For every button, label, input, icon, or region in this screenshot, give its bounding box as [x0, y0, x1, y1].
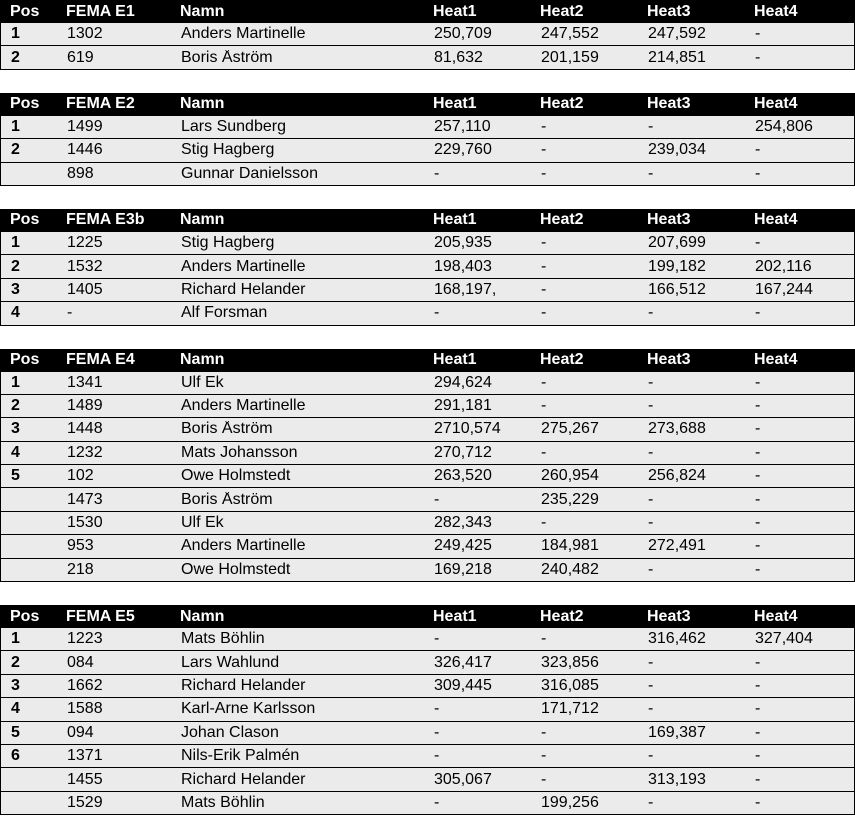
column-header-heat3: Heat3 [647, 352, 691, 369]
cell-namn: Richard Helander [181, 771, 306, 788]
cell-heat2: - [541, 515, 547, 532]
cell-namn: Boris Åström [181, 49, 273, 66]
cell-fema: 1530 [67, 515, 103, 532]
cell-namn: Boris Åström [181, 491, 273, 508]
cell-heat1: - [434, 701, 440, 718]
table-row [0, 512, 855, 535]
cell-namn: Ulf Ek [181, 515, 224, 532]
cell-heat2: 235,229 [541, 491, 599, 508]
column-header-pos: Pos [10, 352, 40, 369]
results-table [0, 605, 855, 815]
cell-fema: 102 [67, 468, 94, 485]
cell-heat2: - [541, 235, 547, 252]
cell-heat1: - [434, 724, 440, 741]
cell-namn: Gunnar Danielsson [181, 165, 318, 182]
cell-namn: Anders Martinelle [181, 398, 306, 415]
results-table [0, 93, 855, 186]
cell-heat3: 273,688 [648, 421, 706, 438]
cell-fema: 1448 [67, 421, 103, 438]
cell-pos: 4 [11, 701, 20, 718]
table-row [0, 535, 855, 558]
cell-fema: 619 [67, 49, 94, 66]
table-row [0, 628, 855, 651]
cell-fema: 1341 [67, 374, 103, 391]
cell-heat1: 250,709 [434, 26, 492, 43]
class-name-header: FEMA E2 [66, 96, 135, 113]
cell-fema: 084 [67, 654, 94, 671]
cell-heat1: 305,067 [434, 771, 492, 788]
column-header-heat1: Heat1 [433, 212, 477, 229]
cell-heat2: - [541, 305, 547, 322]
column-header-heat3: Heat3 [647, 608, 691, 625]
cell-pos: 2 [11, 398, 20, 415]
cell-namn: Ulf Ek [181, 374, 224, 391]
cell-pos: 2 [11, 654, 20, 671]
cell-namn: Stig Hagberg [181, 235, 275, 252]
cell-pos: 3 [11, 678, 20, 694]
cell-heat2: - [541, 444, 547, 461]
table-header [0, 349, 855, 372]
table-row [0, 488, 855, 511]
cell-fema: 1588 [67, 701, 103, 718]
cell-namn: Stig Hagberg [181, 142, 275, 159]
cell-heat2: - [541, 748, 547, 765]
cell-namn: Johan Clason [181, 724, 279, 741]
cell-fema: 094 [67, 724, 94, 741]
cell-heat2: - [541, 165, 547, 182]
cell-heat1: 257,110 [434, 118, 491, 135]
cell-heat4: - [755, 561, 761, 578]
column-header-namn: Namn [180, 608, 225, 625]
table-row [0, 722, 855, 745]
cell-heat1: 294,624 [434, 374, 492, 391]
column-header-pos: Pos [10, 212, 40, 229]
cell-heat4: - [755, 515, 761, 532]
cell-heat4: 202,116 [755, 258, 812, 275]
column-header-heat2: Heat2 [540, 96, 584, 113]
cell-namn: Richard Helander [181, 281, 306, 298]
table-header [0, 0, 855, 23]
cell-heat2: - [541, 631, 547, 648]
cell-fema: 1473 [67, 491, 103, 508]
cell-heat4: - [755, 421, 761, 438]
cell-heat3: - [648, 678, 654, 694]
cell-fema: 1405 [67, 281, 103, 298]
cell-heat2: - [541, 398, 547, 415]
table-row [0, 255, 855, 278]
cell-fema: 1302 [67, 26, 103, 43]
cell-namn: Boris Åström [181, 421, 273, 438]
cell-heat4: - [755, 794, 761, 811]
cell-heat1: 229,760 [434, 142, 492, 159]
cell-heat2: 247,552 [541, 26, 599, 43]
cell-heat3: 239,034 [648, 142, 706, 159]
cell-heat2: 323,856 [541, 654, 599, 671]
table-row [0, 745, 855, 768]
cell-pos: 5 [11, 724, 20, 741]
cell-fema: 1455 [67, 771, 103, 788]
cell-heat3: - [648, 654, 654, 671]
cell-heat3: - [648, 374, 654, 391]
cell-fema: 1225 [67, 235, 103, 252]
table-row [0, 302, 855, 325]
cell-heat3: - [648, 794, 654, 811]
cell-heat2: 240,482 [541, 561, 599, 578]
cell-heat3: 247,592 [648, 26, 706, 43]
cell-pos: 3 [11, 421, 20, 438]
column-header-heat2: Heat2 [540, 3, 584, 20]
cell-heat1: 326,417 [434, 654, 492, 671]
cell-fema: 1232 [67, 444, 103, 461]
table-row [0, 675, 855, 698]
column-header-namn: Namn [180, 3, 225, 20]
table-row [0, 465, 855, 488]
cell-heat4: - [755, 701, 761, 718]
cell-namn: Anders Martinelle [181, 258, 306, 275]
cell-heat2: - [541, 142, 547, 159]
cell-heat3: - [648, 444, 654, 461]
cell-heat2: 184,981 [541, 538, 599, 555]
cell-heat1: - [434, 305, 440, 322]
cell-heat1: 263,520 [434, 468, 492, 485]
cell-namn: Owe Holmstedt [181, 468, 291, 485]
cell-heat1: - [434, 794, 440, 811]
table-row [0, 23, 855, 46]
cell-heat1: 168,197, [434, 281, 497, 298]
cell-heat2: - [541, 281, 547, 298]
table-header [0, 93, 855, 116]
cell-heat4: 327,404 [755, 631, 813, 648]
cell-namn: Anders Martinelle [181, 26, 306, 43]
cell-heat4: - [755, 654, 761, 671]
column-header-namn: Namn [180, 96, 225, 113]
cell-heat2: - [541, 118, 547, 135]
column-header-pos: Pos [10, 3, 40, 20]
cell-heat1: 291,181 [434, 398, 492, 415]
column-header-heat1: Heat1 [433, 3, 477, 20]
cell-heat1: 198,403 [434, 258, 492, 275]
cell-heat1: - [434, 165, 440, 182]
cell-fema: 898 [67, 165, 94, 182]
table-row [0, 139, 855, 162]
table-row [0, 395, 855, 418]
table-row [0, 46, 855, 69]
table-row [0, 651, 855, 674]
class-name-header: FEMA E5 [66, 608, 135, 625]
cell-heat3: 316,462 [648, 631, 706, 648]
cell-fema: 1223 [67, 631, 103, 648]
cell-namn: Lars Sundberg [181, 118, 286, 135]
cell-heat4: - [755, 491, 761, 508]
cell-heat1: - [434, 631, 440, 648]
cell-heat1: 2710,574 [434, 421, 501, 438]
cell-pos: 1 [11, 26, 20, 43]
table-row [0, 232, 855, 255]
cell-namn: Owe Holmstedt [181, 561, 291, 578]
table-row [0, 768, 855, 791]
cell-heat4: 167,244 [755, 281, 813, 298]
cell-heat4: - [755, 26, 761, 43]
column-header-namn: Namn [180, 212, 225, 229]
cell-heat4: - [755, 538, 761, 555]
cell-namn: Alf Forsman [181, 305, 268, 322]
cell-fema: 1529 [67, 794, 103, 811]
class-name-header: FEMA E3b [66, 212, 145, 229]
cell-heat3: 169,387 [648, 724, 706, 741]
cell-heat4: - [755, 49, 761, 66]
cell-heat3: 214,851 [648, 49, 706, 66]
table-row [0, 372, 855, 395]
cell-heat3: - [648, 118, 654, 135]
cell-pos: 1 [11, 631, 20, 648]
cell-fema: 1489 [67, 398, 103, 415]
cell-heat3: 199,182 [648, 258, 706, 275]
results-table [0, 349, 855, 583]
cell-pos: 2 [11, 258, 20, 275]
column-header-heat1: Heat1 [433, 608, 477, 625]
table-row [0, 559, 855, 582]
table-row [0, 279, 855, 302]
cell-fema: 953 [67, 538, 94, 555]
cell-heat2: - [541, 771, 547, 788]
cell-heat4: - [755, 678, 761, 694]
table-row [0, 698, 855, 721]
cell-pos: 1 [11, 235, 20, 252]
cell-fema: 1662 [67, 678, 103, 694]
cell-heat1: 81,632 [434, 49, 483, 66]
cell-heat4: 254,806 [755, 118, 813, 135]
cell-heat1: - [434, 748, 440, 765]
cell-heat1: 169,218 [434, 561, 492, 578]
cell-pos: 4 [11, 444, 20, 461]
cell-heat2: 171,712 [541, 701, 599, 718]
cell-heat2: 275,267 [541, 421, 599, 438]
column-header-pos: Pos [10, 608, 40, 625]
cell-heat3: 207,699 [648, 235, 706, 252]
cell-heat3: - [648, 748, 654, 765]
cell-pos: 1 [11, 118, 20, 135]
cell-namn: Anders Martinelle [181, 538, 306, 555]
column-header-heat4: Heat4 [754, 608, 798, 625]
cell-heat3: - [648, 561, 654, 578]
table-row [0, 442, 855, 465]
cell-pos: 1 [11, 374, 20, 391]
cell-heat2: 260,954 [541, 468, 599, 485]
column-header-heat2: Heat2 [540, 212, 584, 229]
cell-heat1: 270,712 [434, 444, 492, 461]
cell-heat3: - [648, 305, 654, 322]
class-name-header: FEMA E4 [66, 352, 135, 369]
column-header-heat3: Heat3 [647, 96, 691, 113]
cell-pos: 2 [11, 49, 20, 66]
cell-heat1: 309,445 [434, 678, 492, 694]
cell-heat2: 199,256 [541, 794, 599, 811]
cell-namn: Mats Böhlin [181, 631, 265, 648]
results-table [0, 0, 855, 70]
cell-namn: Mats Böhlin [181, 794, 265, 811]
cell-heat3: 256,824 [648, 468, 706, 485]
cell-heat4: - [755, 748, 761, 765]
column-header-heat4: Heat4 [754, 352, 798, 369]
cell-heat4: - [755, 468, 761, 485]
cell-fema: 1371 [67, 748, 103, 765]
cell-namn: Lars Wahlund [181, 654, 280, 671]
cell-heat2: - [541, 374, 547, 391]
column-header-heat1: Heat1 [433, 352, 477, 369]
cell-fema: 1499 [67, 118, 103, 135]
cell-heat4: - [755, 771, 761, 788]
cell-heat3: - [648, 165, 654, 182]
table-row [0, 116, 855, 139]
column-header-heat1: Heat1 [433, 96, 477, 113]
cell-fema: 1532 [67, 258, 103, 275]
table-header [0, 605, 855, 628]
cell-heat2: - [541, 724, 547, 741]
cell-heat4: - [755, 235, 761, 252]
column-header-heat4: Heat4 [754, 212, 798, 229]
cell-heat3: 166,512 [648, 281, 706, 298]
cell-fema: - [67, 305, 73, 322]
cell-namn: Nils-Erik Palmén [181, 748, 300, 765]
cell-heat4: - [755, 724, 761, 741]
table-row [0, 418, 855, 441]
results-table [0, 209, 855, 326]
cell-heat3: - [648, 515, 654, 532]
cell-namn: Richard Helander [181, 678, 306, 694]
column-header-namn: Namn [180, 352, 225, 369]
cell-heat3: - [648, 701, 654, 718]
cell-heat2: 201,159 [541, 49, 599, 66]
cell-heat4: - [755, 142, 761, 159]
table-row [0, 792, 855, 815]
cell-heat1: 282,343 [434, 515, 492, 532]
cell-pos: 2 [11, 142, 20, 159]
class-name-header: FEMA E1 [66, 3, 135, 20]
cell-pos: 6 [11, 748, 20, 765]
cell-heat4: - [755, 165, 761, 182]
cell-namn: Karl-Arne Karlsson [181, 701, 316, 718]
cell-heat2: 316,085 [541, 678, 599, 694]
cell-heat2: - [541, 258, 547, 275]
column-header-heat4: Heat4 [754, 96, 798, 113]
cell-pos: 3 [11, 281, 20, 298]
column-header-heat2: Heat2 [540, 352, 584, 369]
cell-heat4: - [755, 444, 761, 461]
cell-heat4: - [755, 374, 761, 391]
cell-pos: 5 [11, 468, 20, 485]
cell-fema: 1446 [67, 142, 103, 159]
cell-heat4: - [755, 398, 761, 415]
cell-heat1: - [434, 491, 440, 508]
cell-heat3: - [648, 491, 654, 508]
column-header-heat2: Heat2 [540, 608, 584, 625]
column-header-heat4: Heat4 [754, 3, 798, 20]
cell-heat1: 249,425 [434, 538, 492, 555]
cell-fema: 218 [67, 561, 94, 578]
cell-heat3: 272,491 [648, 538, 706, 555]
table-header [0, 209, 855, 232]
cell-pos: 4 [11, 305, 20, 322]
cell-heat3: 313,193 [648, 771, 706, 788]
column-header-heat3: Heat3 [647, 3, 691, 20]
table-row [0, 163, 855, 186]
column-header-pos: Pos [10, 96, 40, 113]
cell-heat4: - [755, 305, 761, 322]
cell-namn: Mats Johansson [181, 444, 298, 461]
cell-heat3: - [648, 398, 654, 415]
cell-heat1: 205,935 [434, 235, 492, 252]
column-header-heat3: Heat3 [647, 212, 691, 229]
